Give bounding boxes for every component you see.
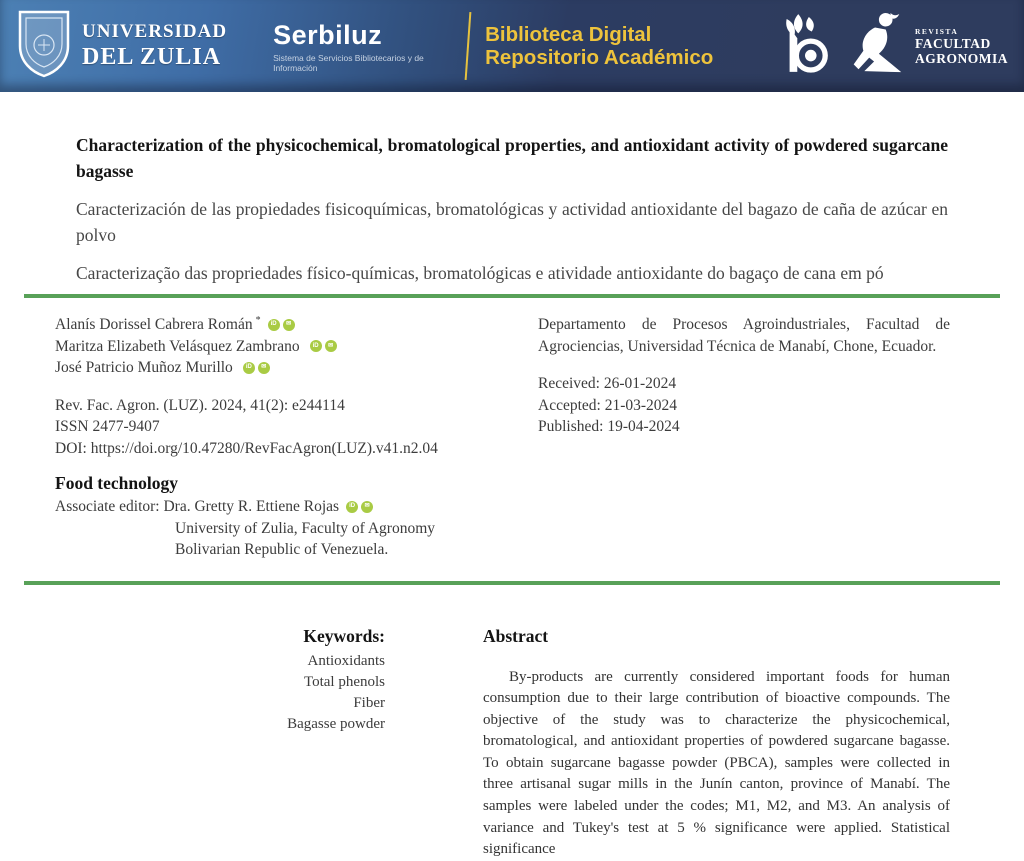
authors-and-citation-column [55,314,507,459]
header-vertical-divider [465,12,472,80]
accepted-date: Accepted: 21-03-2024 [538,396,678,414]
keywords-and-abstract-section [55,623,950,861]
authors-list [55,314,507,379]
abstract-column [483,623,950,861]
email-icon[interactable]: ✉ [258,362,270,374]
associate-editor-name: Associate editor: Dra. Gretty R. Ettiene Rojas [55,498,340,515]
sower-icon [845,11,907,82]
article-title-spanish: Caracterización de las propiedades fisicoquímicas, bromatológicas y actividad antioxidante del bagazo de caña de azúcar en polvo [76,199,948,245]
affiliation: Departamento de Procesos Agroindustriales, Facultad de Agrociencias, Universidad Técnica de Manabí, Chone, Ecuador. [538,316,950,355]
doi[interactable]: DOI: https://doi.org/10.47280/RevFacAgron(LUZ).v41.n2.04 [55,439,438,457]
author-name: Maritza Elizabeth Velásquez Zambrano [55,337,300,355]
affiliation-and-dates-column [538,314,950,459]
keyword-item: Bagasse powder [287,715,385,732]
received-date: Received: 26-01-2024 [538,375,677,392]
university-shield-icon [16,8,72,85]
email-icon[interactable]: ✉ [361,501,373,513]
green-divider-top [24,294,1000,298]
category-and-editor-block [55,471,948,561]
serbiluz-logo[interactable] [273,20,425,73]
abstract-text: By-products are currently considered important foods for human consumption due to their large contribution of bioactive compounds. The objective of the study was to characterize the physicochemical, bromatological, and antioxidant properties of powdered sugarcane bagasse. To obtain sugarcane bagasse powder (PBCA), samples were collected in three artisanal sugar mills in the Junín canton, province of Manabí. The samples were labeled under the codes; M1, M2, and M3. An analysis of variance and Tukey's test at 5 % significance were applied. Statistical significance [483,668,950,858]
orcid-icon[interactable]: iD [310,340,322,352]
abstract-heading: Abstract [483,625,549,646]
issn: ISSN 2477-9407 [55,418,160,435]
serbiluz-wordmark: Serbiluz [273,19,383,50]
universidad-del-zulia-logo[interactable] [16,8,227,85]
author-row [55,357,507,379]
facultad-agronomia-fa-icon[interactable] [779,11,831,82]
citation-block [55,395,507,460]
metadata-section [55,314,950,459]
repository-line1: Biblioteca Digital [485,23,652,46]
author-row [55,314,507,336]
corresponding-author-marker: * [255,315,261,326]
site-header [0,0,1024,92]
revista-facultad-agronomia-logo[interactable] [845,11,1008,82]
email-icon[interactable]: ✉ [325,340,337,352]
article-dates [538,373,950,438]
journal-logo-agronomia: AGRONOMIA [915,50,1008,66]
header-right-logos [779,11,1008,82]
title-block [76,132,948,286]
editor-affiliation-line2: Bolivarian Republic of Venezuela. [175,541,389,558]
published-date: Published: 19-04-2024 [538,418,680,435]
journal-logo-facultad: FACULTAD [915,35,991,51]
serbiluz-subtitle: Sistema de Servicios Bibliotecarios y de Información [273,52,424,73]
repository-line2: Repositorio Académico [485,46,714,69]
author-row [55,336,507,358]
biblioteca-digital-link[interactable] [485,23,713,69]
keyword-item: Fiber [353,694,385,711]
orcid-icon[interactable]: iD [243,362,255,374]
keywords-heading: Keywords: [303,625,385,646]
associate-editor-row [55,496,948,518]
author-name: José Patricio Muñoz Murillo [55,359,233,376]
author-name: Alanís Dorissel Cabrera Román [55,316,253,333]
keyword-item: Total phenols [303,673,385,690]
green-divider-bottom [24,581,1000,585]
orcid-icon[interactable]: iD [346,501,358,513]
email-icon[interactable]: ✉ [283,319,295,331]
article-title-english: Characterization of the physicochemical, bromatological properties, and antioxidant activity of powdered sugarcane bagasse [76,135,948,181]
journal-citation: Rev. Fac. Agron. (LUZ). 2024, 41(2): e244114 [55,396,345,414]
editor-affiliation-line1: University of Zulia, Faculty of Agronomy [175,519,436,537]
university-name-line1: UNIVERSIDAD [82,21,228,42]
article-category: Food technology [55,473,178,493]
orcid-icon[interactable]: iD [268,319,280,331]
journal-logo-revista: REVISTA [915,26,959,36]
keyword-item: Antioxidants [307,652,385,669]
keywords-column [55,623,385,861]
article-title-portuguese: Caracterização das propriedades físico-químicas, bromatológicas e atividade antioxidante do bagaço de cana em pó [76,263,884,283]
university-name-line2: DEL ZULIA [82,44,222,70]
